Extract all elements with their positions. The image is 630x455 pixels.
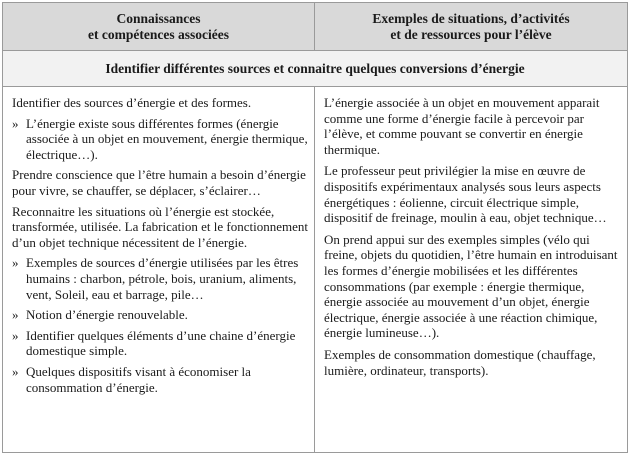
bullet-mark: » xyxy=(12,115,19,131)
left-bullet-2-text: Exemples de sources d’énergie utilisées par les êtres humains : charbon, pétrole, bois, uranium, aliments, vent, Soleil, eau et barrage, pile… xyxy=(26,255,299,302)
left-bullet-3-text: Notion d’énergie renouvelable. xyxy=(26,307,188,323)
left-bullet-1 xyxy=(12,116,308,163)
right-paragraph-4: Exemples de consommation domestique (chauffage, lumière, ordinateur, transports). xyxy=(324,346,596,378)
header-left-line1: Connaissances xyxy=(116,11,201,26)
bullet-mark: » xyxy=(12,307,19,323)
bullet-mark: » xyxy=(12,327,19,343)
left-bullet-4-text: Identifier quelques éléments d’une chaine d’énergie domestique simple. xyxy=(26,327,296,359)
left-paragraph-2: Prendre conscience que l’être humain a besoin d’énergie pour vivre, se chauffer, se déplacer, s’éclairer… xyxy=(12,167,306,198)
knowledge-column xyxy=(3,87,315,452)
left-bullet-2 xyxy=(12,255,308,302)
left-bullet-3 xyxy=(12,307,308,323)
bullet-mark: » xyxy=(12,255,19,271)
right-paragraph-3: On prend appui sur des exemples simples (vélo qui freine, objets du quotidien, l’être humain en introduisant les formes d’énergie mobilisées et les différentes consommations (par exemple : énergie thermique, énergie associée au mouvement d’un objet, énergie électrique, énergie associée à une réaction chimique, énergie lumineuse…). xyxy=(324,231,618,341)
examples-column xyxy=(315,87,627,452)
right-paragraph-1: L’énergie associée à un objet en mouvement apparait comme une forme d’énergie facile à percevoir par l’élève, et comme pouvant se convertir en énergie thermique. xyxy=(324,95,600,157)
right-paragraph-2: Le professeur peut privilégier la mise en œuvre de dispositifs expérimentaux analysés sous leurs aspects énergétiques : éolienne, circuit électrique simple, dispositif de freinage, moulin à eau, objet technique… xyxy=(324,163,607,226)
section-title: Identifier différentes sources et connaitre quelques conversions d’énergie xyxy=(3,51,627,87)
header-left-line2: et compétences associées xyxy=(88,27,229,42)
table-header-row xyxy=(3,3,627,51)
curriculum-table xyxy=(2,2,628,453)
header-examples xyxy=(315,3,627,51)
left-bullet-5 xyxy=(12,364,308,395)
header-knowledge-skills xyxy=(3,3,315,51)
header-right-line2: et de ressources pour l’élève xyxy=(390,27,552,42)
left-bullet-5-text: Quelques dispositifs visant à économiser la consommation d’énergie. xyxy=(26,363,251,395)
table-body-row xyxy=(3,87,627,452)
left-bullet-4 xyxy=(12,328,308,359)
left-paragraph-1: Identifier des sources d’énergie et des formes. xyxy=(12,95,252,110)
left-paragraph-3: Reconnaitre les situations où l’énergie est stockée, transformée, utilisée. La fabrication et le fonctionnement d’un objet technique nécessitent de l’énergie. xyxy=(12,203,308,250)
left-bullet-1-text: L’énergie existe sous différentes formes (énergie associée à un objet en mouvement, énergie thermique, électrique…). xyxy=(26,115,308,162)
header-right-line1: Exemples de situations, d’activités xyxy=(372,11,570,26)
bullet-mark: » xyxy=(12,363,19,379)
